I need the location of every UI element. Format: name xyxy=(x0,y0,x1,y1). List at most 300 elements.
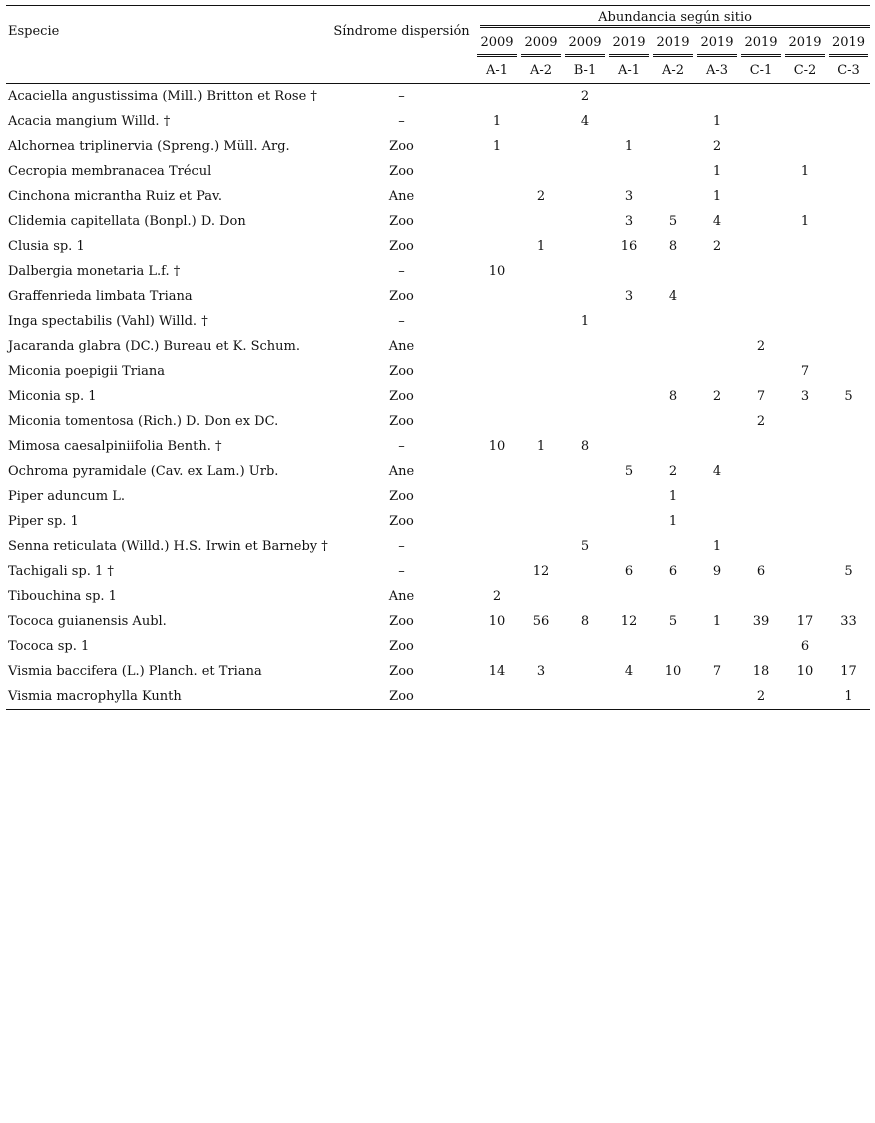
abundance-cell xyxy=(695,284,739,309)
abundance-cell: 16 xyxy=(620,239,638,254)
abundance-cell: 1 xyxy=(492,139,502,154)
abundance-cell xyxy=(783,334,827,359)
dispersal-syndrome: Zoo xyxy=(389,289,414,304)
species-name: Alchornea triplinervia (Spreng.) Müll. Arg. xyxy=(8,139,290,154)
abundance-cell xyxy=(827,134,870,159)
abundance-cell xyxy=(827,509,870,534)
table-row xyxy=(6,659,870,684)
table-row xyxy=(6,84,870,109)
abundance-cell xyxy=(651,634,695,659)
abundance-cell: 2 xyxy=(712,139,722,154)
abundance-cell xyxy=(519,159,563,184)
abundance-cell xyxy=(827,184,870,209)
abundance-cell xyxy=(607,684,651,710)
abundance-cell xyxy=(519,359,563,384)
abundance-cell xyxy=(475,309,519,334)
abundance-cell: 1 xyxy=(668,514,678,529)
abundance-cell: 39 xyxy=(752,614,770,629)
abundance-cell: 5 xyxy=(668,614,678,629)
abundance-cell xyxy=(475,534,519,559)
abundance-cell xyxy=(783,259,827,284)
species-name: Cinchona micrantha Ruiz et Pav. xyxy=(8,189,222,204)
abundance-cell: 7 xyxy=(756,389,766,404)
table-row xyxy=(6,384,870,409)
abundance-cell xyxy=(827,359,870,384)
species-name: Senna reticulata (Willd.) H.S. Irwin et Barneby † xyxy=(8,539,328,554)
abundance-cell xyxy=(739,584,783,609)
abundance-cell: 2 xyxy=(492,589,502,604)
dispersal-syndrome: Zoo xyxy=(389,514,414,529)
abundance-cell xyxy=(783,84,827,109)
dispersal-syndrome: Zoo xyxy=(389,414,414,429)
species-name: Acacia mangium Willd. † xyxy=(8,114,171,129)
abundance-cell: 3 xyxy=(624,289,634,304)
abundance-cell xyxy=(519,259,563,284)
abundance-cell xyxy=(607,509,651,534)
table-row xyxy=(6,334,870,359)
abundance-cell xyxy=(827,109,870,134)
species-name: Dalbergia monetaria L.f. † xyxy=(8,264,181,279)
abundance-cell xyxy=(475,334,519,359)
abundance-cell xyxy=(563,584,607,609)
abundance-cell xyxy=(563,684,607,710)
site-header-2: A-2 xyxy=(519,57,563,84)
abundance-cell: 33 xyxy=(840,614,857,629)
dispersal-syndrome: – xyxy=(398,439,405,454)
dispersal-syndrome: Ane xyxy=(388,464,415,479)
table-row xyxy=(6,559,870,584)
abundance-cell: 2 xyxy=(756,414,766,429)
abundance-cell: 2 xyxy=(756,339,766,354)
dispersal-syndrome: – xyxy=(398,539,405,554)
abundance-cell xyxy=(651,334,695,359)
abundance-cell: 1 xyxy=(712,539,722,554)
abundance-cell: 5 xyxy=(844,389,853,404)
abundance-cell: 10 xyxy=(488,264,506,279)
abundance-cell xyxy=(783,559,827,584)
abundance-cell: 1 xyxy=(668,489,678,504)
abundance-cell: 14 xyxy=(488,664,506,679)
abundance-cell xyxy=(651,359,695,384)
abundance-cell xyxy=(651,259,695,284)
species-name: Tibouchina sp. 1 xyxy=(8,589,117,604)
abundance-cell xyxy=(739,134,783,159)
abundance-cell xyxy=(783,409,827,434)
year-header-4: 2019 xyxy=(607,32,651,57)
abundance-cell xyxy=(519,334,563,359)
table-row xyxy=(6,684,870,710)
abundance-cell xyxy=(607,584,651,609)
species-header-rule xyxy=(6,57,328,84)
abundance-cell: 9 xyxy=(712,564,722,579)
abundance-cell xyxy=(563,659,607,684)
abundance-cell xyxy=(519,284,563,309)
abundance-cell xyxy=(519,309,563,334)
abundance-cell xyxy=(651,109,695,134)
abundance-cell xyxy=(651,434,695,459)
abundance-cell: 3 xyxy=(800,389,810,404)
year-header-8: 2019 xyxy=(783,32,827,57)
abundance-cell xyxy=(827,484,870,509)
abundance-cell: 5 xyxy=(580,539,590,554)
abundance-cell xyxy=(651,134,695,159)
species-name: Piper aduncum L. xyxy=(8,489,125,504)
abundance-cell xyxy=(563,334,607,359)
abundance-cell xyxy=(739,459,783,484)
table-row xyxy=(6,509,870,534)
abundance-cell xyxy=(783,184,827,209)
table-row xyxy=(6,409,870,434)
table-row xyxy=(6,209,870,234)
abundance-cell: 10 xyxy=(488,614,506,629)
abundance-cell: 8 xyxy=(668,239,678,254)
abundance-cell: 18 xyxy=(752,664,770,679)
abundance-cell xyxy=(827,409,870,434)
abundance-cell xyxy=(519,134,563,159)
abundance-cell xyxy=(827,634,870,659)
abundance-cell xyxy=(783,134,827,159)
species-name: Miconia poepigii Triana xyxy=(8,364,165,379)
abundance-cell xyxy=(695,84,739,109)
table-row xyxy=(6,184,870,209)
abundance-cell xyxy=(563,259,607,284)
abundance-cell xyxy=(739,509,783,534)
dispersal-syndrome: – xyxy=(398,89,405,104)
abundance-cell xyxy=(475,559,519,584)
abundance-cell xyxy=(739,534,783,559)
species-name: Clusia sp. 1 xyxy=(8,239,85,254)
abundance-cell: 2 xyxy=(580,89,590,104)
abundance-cell xyxy=(651,184,695,209)
abundance-cell xyxy=(695,584,739,609)
abundance-cell: 10 xyxy=(664,664,682,679)
abundance-cell xyxy=(519,634,563,659)
abundance-cell xyxy=(475,184,519,209)
abundance-cell xyxy=(651,684,695,710)
dispersal-syndrome: Zoo xyxy=(389,239,414,254)
abundance-cell xyxy=(827,334,870,359)
site-header-5: A-2 xyxy=(651,57,695,84)
species-name: Vismia macrophylla Kunth xyxy=(6,684,328,710)
abundance-cell xyxy=(607,434,651,459)
year-header-3: 2009 xyxy=(563,32,607,57)
abundance-cell xyxy=(563,184,607,209)
abundance-cell xyxy=(475,409,519,434)
abundance-cell: 6 xyxy=(800,639,810,654)
site-header-4: A-1 xyxy=(607,57,651,84)
year-header-2: 2009 xyxy=(519,32,563,57)
year-header-5: 2019 xyxy=(651,32,695,57)
abundance-cell xyxy=(607,109,651,134)
table-row xyxy=(6,234,870,259)
species-name: Graffenrieda limbata Triana xyxy=(8,289,193,304)
abundance-cell xyxy=(563,634,607,659)
table-header xyxy=(6,5,870,84)
abundance-cell xyxy=(739,159,783,184)
dispersal-syndrome: Zoo xyxy=(389,364,414,379)
abundance-cell: 1 xyxy=(536,439,546,454)
abundance-cell xyxy=(827,259,870,284)
abundance-cell: 1 xyxy=(712,189,722,204)
abundance-cell xyxy=(607,634,651,659)
species-name: Acaciella angustissima (Mill.) Britton et Rose † xyxy=(8,89,317,104)
abundance-cell xyxy=(783,684,827,710)
abundance-cell xyxy=(651,584,695,609)
abundance-cell xyxy=(607,259,651,284)
site-header-6: A-3 xyxy=(695,57,739,84)
abundance-cell xyxy=(563,159,607,184)
abundance-cell xyxy=(607,309,651,334)
abundance-cell xyxy=(695,409,739,434)
species-name: Piper sp. 1 xyxy=(8,514,79,529)
dispersal-syndrome: – xyxy=(398,314,405,329)
abundance-cell: 3 xyxy=(536,664,546,679)
species-column-header: Especie xyxy=(8,24,60,39)
abundance-cell xyxy=(739,634,783,659)
abundance-cell xyxy=(783,459,827,484)
abundance-cell xyxy=(695,484,739,509)
abundance-cell xyxy=(651,84,695,109)
abundance-cell: 6 xyxy=(624,564,634,579)
species-name: Vismia baccifera (L.) Planch. et Triana xyxy=(8,664,262,679)
abundance-cell xyxy=(475,459,519,484)
abundance-cell xyxy=(695,309,739,334)
abundance-cell: 1 xyxy=(492,114,502,129)
abundance-cell: 1 xyxy=(624,139,634,154)
site-header-3: B-1 xyxy=(563,57,607,84)
species-name: Clidemia capitellata (Bonpl.) D. Don xyxy=(8,214,246,229)
abundance-cell xyxy=(475,509,519,534)
abundance-cell xyxy=(783,234,827,259)
abundance-cell xyxy=(475,234,519,259)
species-abundance-table xyxy=(6,5,870,710)
abundance-cell xyxy=(607,534,651,559)
abundance-cell: 2 xyxy=(712,239,722,254)
dispersal-syndrome: Ane xyxy=(388,189,415,204)
abundance-cell xyxy=(563,209,607,234)
abundance-cell xyxy=(607,334,651,359)
abundance-cell: 10 xyxy=(488,439,506,454)
abundance-cell xyxy=(827,584,870,609)
year-header-6: 2019 xyxy=(695,32,739,57)
abundance-cell xyxy=(739,209,783,234)
abundance-cell: 5 xyxy=(624,464,634,479)
table-row xyxy=(6,484,870,509)
dispersal-syndrome: Zoo xyxy=(389,214,414,229)
species-name: Ochroma pyramidale (Cav. ex Lam.) Urb. xyxy=(8,464,279,479)
dispersal-syndrome: Zoo xyxy=(389,489,414,504)
abundance-cell xyxy=(783,509,827,534)
abundance-cell xyxy=(827,284,870,309)
abundance-cell xyxy=(695,509,739,534)
abundance-cell xyxy=(519,384,563,409)
abundance-cell xyxy=(519,109,563,134)
abundance-cell xyxy=(607,84,651,109)
abundance-cell xyxy=(739,359,783,384)
table-row xyxy=(6,284,870,309)
site-header-7: C-1 xyxy=(739,57,783,84)
species-name: Tococa guianensis Aubl. xyxy=(8,614,167,629)
abundance-cell: 12 xyxy=(532,564,550,579)
dispersal-syndrome: Ane xyxy=(388,589,415,604)
abundance-cell: 2 xyxy=(536,189,546,204)
abundance-cell: 2 xyxy=(668,464,678,479)
abundance-cell xyxy=(475,359,519,384)
abundance-cell xyxy=(519,509,563,534)
site-header-1: A-1 xyxy=(475,57,519,84)
abundance-cell: 7 xyxy=(712,664,722,679)
abundance-cell xyxy=(563,459,607,484)
abundance-cell xyxy=(475,84,519,109)
abundance-cell xyxy=(827,309,870,334)
abundance-cell xyxy=(563,359,607,384)
species-name: Tachigali sp. 1 † xyxy=(8,564,114,579)
abundance-cell: 1 xyxy=(712,114,722,129)
abundance-cell xyxy=(739,109,783,134)
syndrome-column-header: Síndrome dispersión xyxy=(333,24,470,39)
abundance-cell xyxy=(563,409,607,434)
abundance-cell: 1 xyxy=(580,314,590,329)
abundance-cell xyxy=(519,459,563,484)
abundance-cell xyxy=(563,134,607,159)
abundance-cell: 3 xyxy=(624,214,634,229)
abundance-cell xyxy=(827,234,870,259)
table-row xyxy=(6,634,870,659)
dispersal-syndrome: Zoo xyxy=(389,639,414,654)
table-row xyxy=(6,259,870,284)
abundance-cell xyxy=(783,309,827,334)
abundance-cell xyxy=(783,434,827,459)
abundance-cell: 4 xyxy=(712,214,722,229)
abundance-cell xyxy=(827,459,870,484)
abundance-cell xyxy=(783,484,827,509)
abundance-cell xyxy=(827,84,870,109)
year-header-7: 2019 xyxy=(739,32,783,57)
table-row xyxy=(6,309,870,334)
abundance-cell: 5 xyxy=(844,564,853,579)
abundance-cell: 17 xyxy=(840,664,857,679)
table-row xyxy=(6,609,870,634)
table-row xyxy=(6,534,870,559)
table-row xyxy=(6,434,870,459)
table-row xyxy=(6,359,870,384)
abundance-cell xyxy=(827,434,870,459)
dispersal-syndrome: – xyxy=(398,114,405,129)
abundance-cell xyxy=(739,434,783,459)
abundance-cell xyxy=(519,484,563,509)
abundance-cell: 17 xyxy=(796,614,814,629)
abundance-cell xyxy=(739,184,783,209)
abundance-cell xyxy=(607,409,651,434)
abundance-group-header: Abundancia según sitio xyxy=(480,10,870,28)
abundance-cell xyxy=(739,84,783,109)
abundance-cell xyxy=(783,584,827,609)
dispersal-syndrome: Zoo xyxy=(389,664,414,679)
species-name: Cecropia membranacea Trécul xyxy=(8,164,212,179)
abundance-cell: 56 xyxy=(532,614,550,629)
abundance-cell xyxy=(651,409,695,434)
abundance-cell xyxy=(739,309,783,334)
abundance-cell: 8 xyxy=(580,614,590,629)
abundance-cell xyxy=(563,509,607,534)
abundance-cell xyxy=(563,384,607,409)
abundance-cell: 1 xyxy=(712,164,722,179)
abundance-cell: 1 xyxy=(800,214,810,229)
abundance-cell xyxy=(563,559,607,584)
abundance-cell xyxy=(475,634,519,659)
abundance-cell: 5 xyxy=(668,214,678,229)
abundance-cell xyxy=(519,84,563,109)
abundance-cell: 4 xyxy=(624,664,634,679)
abundance-cell: 2 xyxy=(739,684,783,710)
abundance-cell: 4 xyxy=(712,464,722,479)
abundance-cell xyxy=(607,484,651,509)
abundance-cell xyxy=(519,409,563,434)
abundance-cell: 1 xyxy=(800,164,810,179)
abundance-cell: 12 xyxy=(620,614,638,629)
abundance-cell xyxy=(607,359,651,384)
abundance-cell: 1 xyxy=(827,684,870,710)
abundance-cell xyxy=(607,159,651,184)
dispersal-syndrome: Zoo xyxy=(389,139,414,154)
abundance-cell xyxy=(827,209,870,234)
table-row xyxy=(6,459,870,484)
species-name: Mimosa caesalpiniifolia Benth. † xyxy=(8,439,222,454)
abundance-cell xyxy=(475,484,519,509)
table-row xyxy=(6,134,870,159)
site-header-9: C-3 xyxy=(827,57,870,84)
abundance-cell xyxy=(519,684,563,710)
abundance-cell xyxy=(783,284,827,309)
species-name: Inga spectabilis (Vahl) Willd. † xyxy=(8,314,208,329)
abundance-cell xyxy=(607,384,651,409)
abundance-cell xyxy=(739,284,783,309)
syndrome-header-rule xyxy=(328,57,475,84)
abundance-cell xyxy=(827,159,870,184)
table-body xyxy=(6,84,870,710)
abundance-cell xyxy=(563,484,607,509)
species-name: Miconia tomentosa (Rich.) D. Don ex DC. xyxy=(8,414,279,429)
abundance-cell xyxy=(695,434,739,459)
abundance-cell xyxy=(651,159,695,184)
abundance-cell xyxy=(739,234,783,259)
year-header-1: 2009 xyxy=(475,32,519,57)
dispersal-syndrome: Zoo xyxy=(328,684,475,710)
site-header-row xyxy=(6,57,870,84)
table-row xyxy=(6,159,870,184)
abundance-cell xyxy=(519,584,563,609)
abundance-cell xyxy=(519,534,563,559)
abundance-cell: 1 xyxy=(536,239,546,254)
abundance-cell xyxy=(519,209,563,234)
abundance-cell: 4 xyxy=(580,114,590,129)
abundance-cell xyxy=(739,259,783,284)
abundance-cell: 10 xyxy=(796,664,814,679)
abundance-cell xyxy=(695,634,739,659)
abundance-cell xyxy=(783,534,827,559)
abundance-cell xyxy=(651,309,695,334)
year-header-9: 2019 xyxy=(827,32,870,57)
abundance-cell xyxy=(475,684,519,710)
abundance-cell: 1 xyxy=(712,614,722,629)
abundance-cell xyxy=(563,284,607,309)
abundance-cell xyxy=(475,159,519,184)
abundance-cell xyxy=(695,684,739,710)
species-name: Miconia sp. 1 xyxy=(8,389,97,404)
dispersal-syndrome: Ane xyxy=(388,339,415,354)
species-name: Jacaranda glabra (DC.) Bureau et K. Schum. xyxy=(8,339,301,354)
site-header-8: C-2 xyxy=(783,57,827,84)
